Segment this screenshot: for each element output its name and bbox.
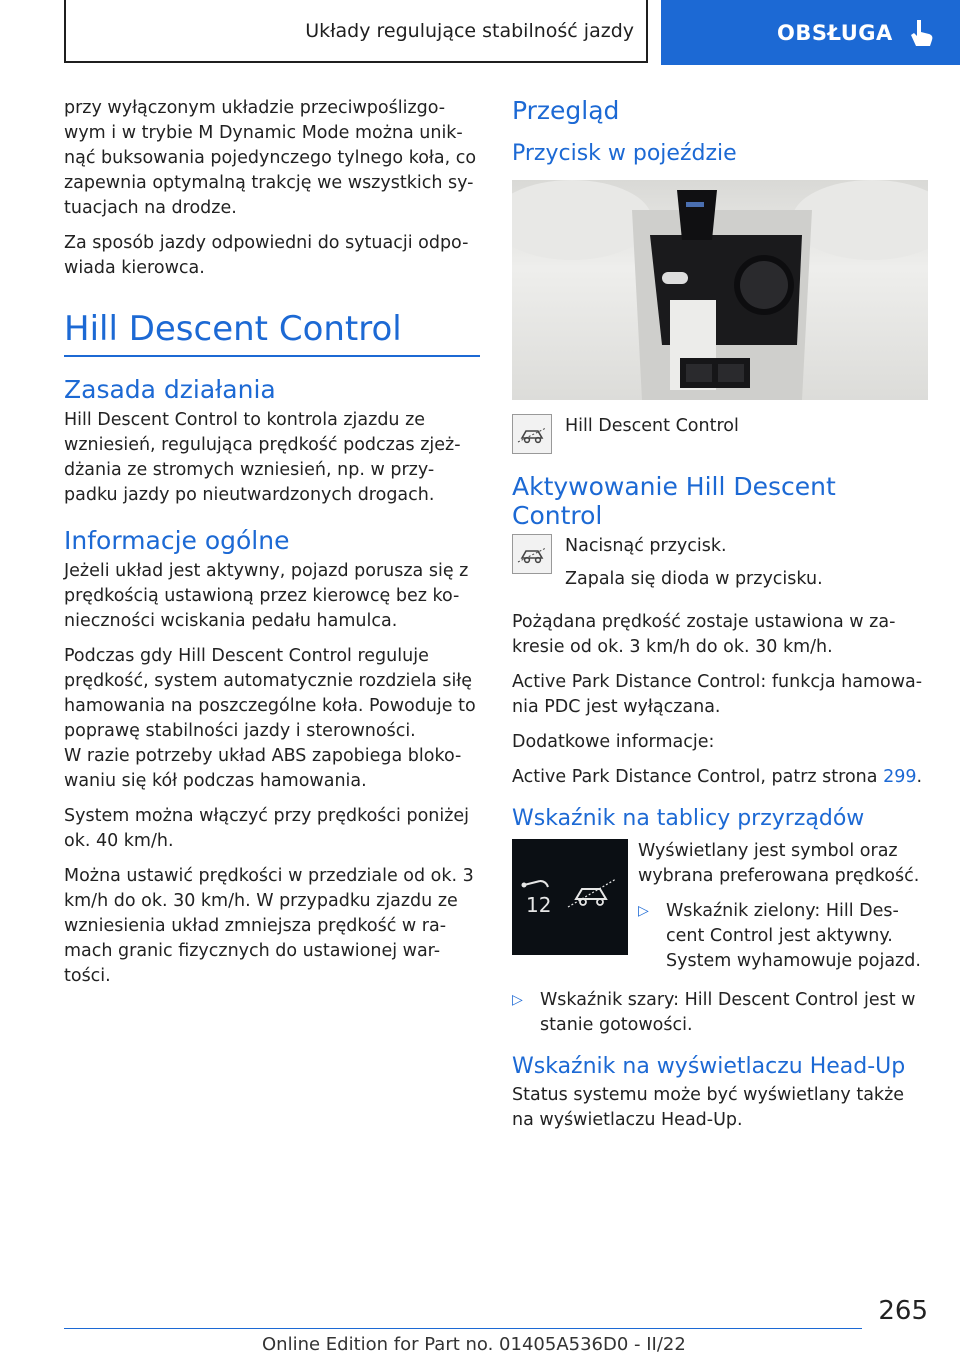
- general-paragraph-3: System można włączyć przy prędkości poniżej ok. 40 km/h.: [64, 806, 470, 851]
- instrument-cluster-image: [512, 839, 628, 955]
- activate-paragraph-3: Dodatkowe informacje:: [512, 732, 715, 752]
- chapter-tab[interactable]: [661, 0, 960, 65]
- hill-descent-icon: [512, 414, 552, 454]
- activate-paragraph-4: [512, 765, 928, 790]
- bullet-grey: [512, 988, 928, 1038]
- heading-principle: Zasada działania: [64, 375, 276, 404]
- cluster-speed: 12: [526, 893, 552, 917]
- section-title: Układy regulujące stabilność jazdy: [305, 19, 634, 42]
- activate-paragraph-2: Active Park Distance Control: funkcja hamowa-nia PDC jest wyłączana.: [512, 672, 923, 717]
- heading-hud: Wskaźnik na wyświetlaczu Head-Up: [512, 1054, 906, 1079]
- reference-text: Active Park Distance Control, patrz strona: [512, 767, 884, 787]
- center-console-photo: [512, 180, 928, 400]
- hdc-caption: Hill Descent Control: [565, 416, 739, 436]
- principle-paragraph: Hill Descent Control to kontrola zjazdu ze wzniesień, regulująca prędkość podczas zjeż-dżania ze stromych wzniesień, np. w przy-padku jazdy po nieutwardzonych drogach.: [64, 410, 461, 505]
- heading-button: Przycisk w pojeździe: [512, 141, 737, 166]
- cluster-paragraph: Wyświetlany jest symbol oraz wybrana preferowana prędkość.: [638, 841, 920, 886]
- heading-general: Informacje ogólne: [64, 526, 290, 555]
- cluster-row: [512, 839, 928, 980]
- activate-step-1: Nacisnąć przycisk.: [565, 536, 727, 556]
- general-paragraph-2b: W razie potrzeby układ ABS zapobiega bloko-waniu się kół podczas hamowania.: [64, 746, 462, 791]
- footer-rule: [64, 1328, 862, 1329]
- activate-step-2: Zapala się dioda w przycisku.: [565, 569, 823, 589]
- heading-cluster: Wskaźnik na tablicy przyrządów: [512, 806, 865, 831]
- chapter-label: OBSŁUGA: [777, 20, 893, 45]
- intro-paragraph-1: przy wyłączonym układzie przeciwpoślizgo-wym i w trybie M Dynamic Mode można unik-nąć buksowania pojedynczego tylnego koła, co zapewnia optymalną trakcję we wszystkich sy-tuacjach na drodze.: [64, 98, 477, 218]
- hdc-caption-row: [512, 414, 928, 454]
- running-header: [64, 0, 648, 63]
- intro-paragraph-2: Za sposób jazdy odpowiedni do sytuacji odpo-wiada kierowca.: [64, 233, 469, 278]
- activate-paragraph-1: Pożądana prędkość zostaje ustawiona w za-kresie od ok. 3 km/h do ok. 30 km/h.: [512, 612, 896, 657]
- general-paragraph-4: Można ustawić prędkości w przedziale od ok. 3 km/h do ok. 30 km/h. W przypadku zjazdu ze wzniesienia układ zmniejsza prędkość w ra-mach granic fizycznych do ustawionej war-tości.: [64, 866, 474, 986]
- hand-pointer-icon: [909, 18, 935, 48]
- reference-end: .: [916, 767, 923, 787]
- activate-steps-row: [512, 534, 928, 600]
- hud-paragraph: Status systemu może być wyświetlany także na wyświetlaczu Head-Up.: [512, 1085, 905, 1130]
- main-heading: Hill Descent Control: [64, 309, 480, 357]
- general-paragraph-2: Podczas gdy Hill Descent Control reguluje prędkość, system automatycznie rozdziela siłę hamowania na poszczególne koła. Powoduje to poprawę stabilności jazdy i sterowności.: [64, 646, 476, 741]
- triangle-bullet-icon: ▷: [512, 992, 523, 1008]
- general-paragraph-1: Jeżeli układ jest aktywny, pojazd porusza się z prędkością ustawioną przez kierowcę bez ko-nieczności wciskania pedału hamulca.: [64, 561, 469, 631]
- heading-activate: Aktywowanie Hill Descent Control: [512, 472, 836, 530]
- edition-text: Online Edition for Part no. 01405A536D0 - II/22: [262, 1334, 686, 1355]
- bullet-grey-text: Wskaźnik szary: Hill Descent Control jest w stanie gotowości.: [540, 990, 916, 1035]
- bullet-green: [638, 899, 928, 974]
- left-column: [64, 96, 480, 999]
- page-reference-link[interactable]: 299: [883, 767, 917, 787]
- heading-overview: Przegląd: [512, 96, 620, 125]
- hill-descent-icon: [512, 534, 552, 574]
- page-number: 265: [878, 1296, 928, 1326]
- triangle-bullet-icon: ▷: [638, 903, 649, 919]
- right-column: [512, 96, 928, 1143]
- bullet-green-text: Wskaźnik zielony: Hill Des-cent Control jest aktywny. System wyhamowuje pojazd.: [666, 901, 921, 971]
